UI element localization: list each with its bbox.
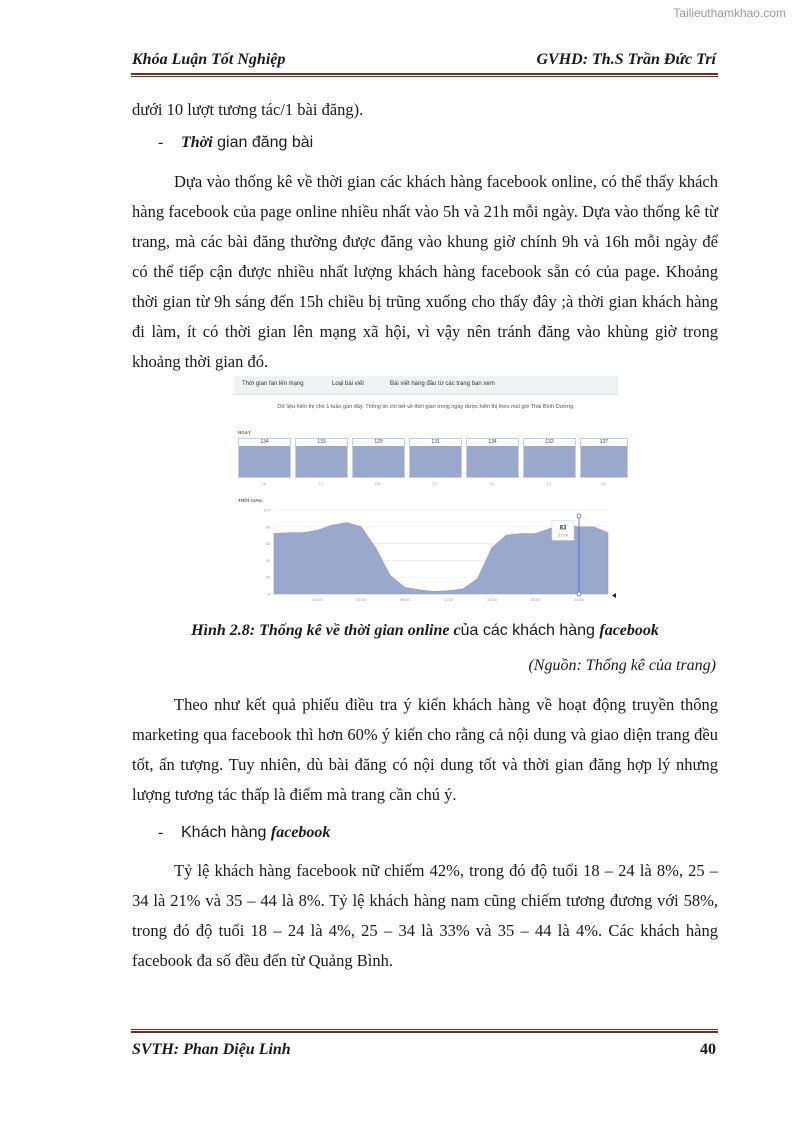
section-day-label: NGÀY [238, 430, 252, 435]
day-value: 134 [467, 439, 518, 446]
caption-part-c: facebook [599, 622, 659, 639]
data-point [274, 533, 275, 534]
header-rule-thin [131, 76, 718, 77]
x-tick-label: 09:00 [399, 597, 410, 602]
highlight-marker-top [577, 514, 581, 518]
day-box[interactable] [580, 438, 628, 478]
day-name: T3 [489, 481, 494, 486]
y-tick-label: 40 [265, 557, 270, 563]
data-point [448, 590, 449, 591]
day-name: T6 [261, 481, 266, 486]
data-point [361, 526, 362, 527]
paragraph-3: Tỷ lệ khách hàng facebook nữ chiếm 42%, trong đó độ tuổi 18 – 24 là 8%, 25 – 34 là 21% và 35 – 44 là 8%. Tỷ lệ khách hàng nam cũng chiếm tương đương với 58%, trong đó độ tuổi 18 – 24 là 4%, 25 – 34 là 33% và 35 – 44 là 4%. Các khách hàng facebook đa số đều đến từ Quảng Bình. [132, 861, 718, 970]
data-point [535, 533, 536, 534]
insights-note: Dữ liệu hiển thị cho 1 tuần gần đây. Thông tin chi tiết về thời gian trong ngày được hiển thị theo múi giờ Thái Bình Dương. [277, 404, 575, 410]
header-left: Khóa Luận Tốt Nghiệp [132, 51, 286, 68]
day-name: T5 [600, 481, 606, 486]
y-tick-label: 60 [265, 541, 270, 547]
day-value: 132 [524, 439, 575, 446]
x-tick-label: 18:00 [530, 597, 541, 602]
bullet-dash-2: - [158, 824, 164, 841]
day-name: T4 [546, 481, 551, 486]
insights-tabs [234, 376, 618, 395]
figure-source: (Nguồn: Thống kê của trang) [528, 657, 716, 674]
highlight-marker-bottom [577, 592, 581, 596]
day-box[interactable] [466, 438, 519, 478]
header-right: GVHD: Th.S Trần Đức Trí [536, 51, 716, 68]
data-point [419, 589, 420, 590]
data-point [404, 587, 405, 588]
x-tick-label: 03:00 [312, 597, 323, 602]
bullet-dash-1: - [158, 134, 164, 151]
day-value: 129 [353, 439, 404, 446]
data-point [433, 591, 434, 592]
day-value: 137 [581, 439, 627, 446]
tab-post-type[interactable]: Loại bài viết [332, 381, 365, 387]
bullet-heading-time-rest: gian đăng bài [212, 134, 314, 151]
day-box[interactable] [295, 438, 348, 478]
footer-rule [131, 1031, 718, 1033]
text-line-top: dưới 10 lượt tương tác/1 bài đăng). [132, 100, 364, 119]
data-point [506, 535, 507, 536]
day-box[interactable] [238, 438, 291, 478]
tooltip-time: 21:00 [557, 532, 568, 538]
x-tick-label: 12:00 [443, 597, 454, 602]
caption-part-a: Hình 2.8: Thống kê về thời gian online c [191, 622, 461, 639]
data-point [375, 547, 376, 548]
tab-fan-online[interactable]: Thời gian fan lên mạng [242, 381, 304, 387]
data-point [520, 533, 521, 534]
watermark: Tailieuthamkhao.com [673, 6, 786, 20]
data-point [462, 588, 463, 589]
y-tick-label: 20 [265, 574, 270, 580]
scroll-arrow-icon [612, 593, 616, 598]
time-area-chart [234, 504, 618, 604]
data-point [549, 528, 550, 529]
figure-caption [132, 622, 718, 640]
bullet-heading-time [181, 134, 313, 152]
data-point [317, 530, 318, 531]
data-point [477, 578, 478, 579]
paragraph-2: Theo như kết quả phiếu điều tra ý kiến khách hàng về hoạt động truyền thông marketing qua facebook thì hơn 60% ý kiến cho rằng cả nội dung và giao diện trang đều tốt, ấn tượng. Tuy nhiên, dù bài đăng có nội dung tốt và thời gian đăng hợp lý nhưng lượng tương tác thấp là điểm mà trang cần chú ý. [132, 695, 718, 804]
footer-author: SVTH: Phan Diệu Linh [132, 1041, 291, 1058]
tooltip-value: 83 [559, 525, 567, 532]
y-tick-label: 100 [263, 507, 270, 513]
data-point [332, 525, 333, 526]
data-point [390, 575, 391, 576]
day-box[interactable] [352, 438, 405, 478]
insights-screenshot [234, 376, 618, 604]
data-point [593, 526, 594, 527]
data-point [303, 532, 304, 533]
y-tick-label: 80 [265, 524, 270, 530]
y-tick-label: 0 [267, 591, 270, 597]
x-tick-label: 15:00 [486, 597, 497, 602]
tab-top-posts[interactable]: Bài viết hàng đầu từ các trang bạn xem [390, 381, 495, 387]
paragraph-1: Dựa vào thống kê về thời gian các khách hàng facebook online, có thể thấy khách hàng facebook của page online nhiều nhất vào 5h và 21h mỗi ngày. Dựa vào thống kê từ trang, mà các bài đăng thường được đăng vào khung giờ chính 9h và 16h mỗi ngày để có thể tiếp cận được nhiều nhất lượng khách hàng facebook sẵn có của page. Khoảng thời gian từ 9h sáng đến 15h chiều bị trũng xuống cho thấy đây ;à thời gian khách hàng đi làm, ít có thời gian lên mạng xã hội, vì vậy nên tránh đăng vào khùng giờ trong khoảng thời gian đó. [132, 172, 718, 371]
data-point [288, 532, 289, 533]
day-value: 134 [239, 439, 290, 446]
day-name: CN [374, 481, 381, 486]
bullet-heading-customers [181, 824, 330, 842]
day-value: 133 [296, 439, 347, 446]
header-rule [131, 73, 718, 75]
x-tick-label: 21:00 [573, 597, 584, 602]
data-point [608, 532, 609, 533]
bullet-heading-time-bold: Thời [181, 134, 213, 151]
page-number: 40 [700, 1041, 716, 1058]
x-tick-label: 06:00 [356, 597, 367, 602]
caption-part-b: ủa các khách hàng [460, 622, 600, 639]
day-box[interactable] [523, 438, 576, 478]
day-name: T2 [432, 481, 437, 486]
day-box[interactable] [409, 438, 462, 478]
bullet-heading-customers-text: Khách hàng [181, 824, 271, 841]
day-value: 131 [410, 439, 461, 446]
footer-rule-thin [131, 1029, 718, 1030]
day-name: T7 [318, 481, 323, 486]
data-point [346, 522, 347, 523]
data-point [491, 547, 492, 548]
bullet-heading-customers-bold: facebook [270, 824, 331, 841]
section-time-label: THỜI GIAN [238, 498, 262, 503]
